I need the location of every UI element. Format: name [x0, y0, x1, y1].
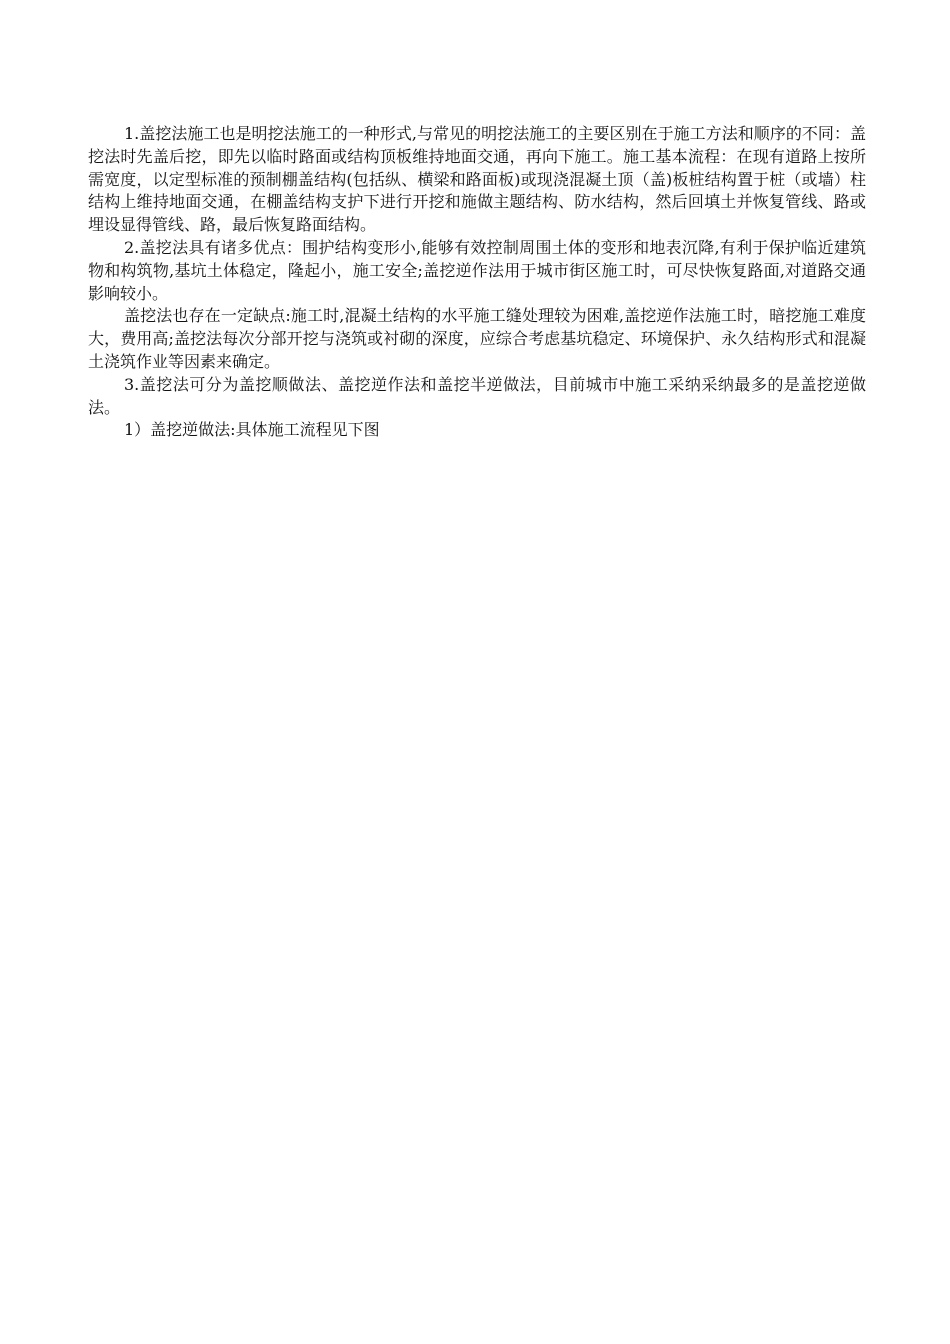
paragraph-2: 2.盖挖法具有诸多优点：围护结构变形小,能够有效控制周围土体的变形和地表沉降,有利于保护临近建筑物和构筑物,基坑土体稳定，隆起小，施工安全;盖挖逆作法用于城市街区施工时，可尽快恢复路面,对道路交通影响较小。 — [88, 237, 866, 303]
paragraph-3: 盖挖法也存在一定缺点:施工时,混凝土结构的水平施工缝处理较为困难,盖挖逆作法施工时，暗挖施工难度大，费用高;盖挖法每次分部开挖与浇筑或衬砌的深度，应综合考虑基坑稳定、环境保护、永久结构形式和混凝土浇筑作业等因素来确定。 — [88, 306, 866, 371]
paragraph-5: 1）盖挖逆做法:具体施工流程见下图 — [124, 420, 380, 440]
document-body — [88, 123, 866, 442]
paragraph-4: 3.盖挖法可分为盖挖顺做法、盖挖逆作法和盖挖半逆做法，目前城市中施工采纳采纳最多的是盖挖逆做法。 — [88, 374, 866, 417]
paragraph-1: 1.盖挖法施工也是明挖法施工的一种形式,与常见的明挖法施工的主要区别在于施工方法和顺序的不同：盖挖法时先盖后挖，即先以临时路面或结构顶板维持地面交通，再向下施工。施工基本流程：在现有道路上按所需宽度，以定型标准的预制棚盖结构(包括纵、横梁和路面板)或现浇混凝土顶（盖)板桩结构置于桩（或墙）柱结构上维持地面交通，在棚盖结构支护下进行开挖和施做主题结构、防水结构，然后回填土并恢复管线、路或埋设显得管线、路，最后恢复路面结构。 — [88, 124, 866, 235]
